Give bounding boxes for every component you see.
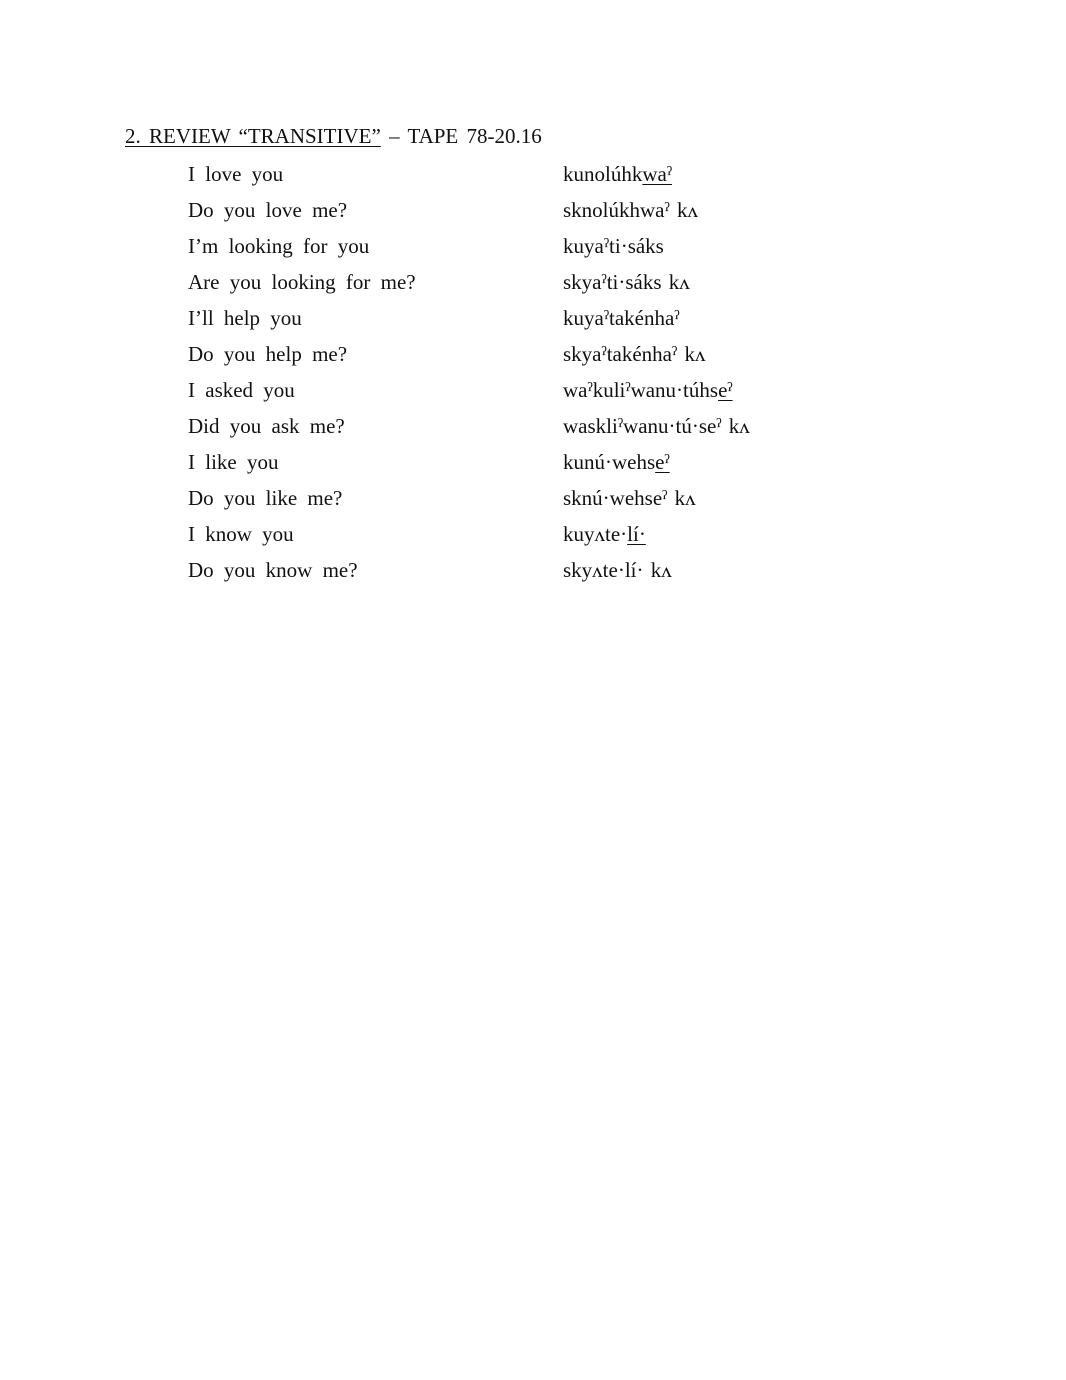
vocabulary-row <box>188 484 888 520</box>
vocabulary-row <box>188 520 888 556</box>
oneida-phrase: sknolúkhwaˀ kʌ <box>563 198 698 222</box>
english-phrase: Are you looking for me? <box>188 270 416 294</box>
english-phrase: Do you help me? <box>188 342 348 366</box>
english-phrase: I love you <box>188 162 284 186</box>
vocabulary-row <box>188 340 888 376</box>
oneida-phrase: kunolúhkwaˀ <box>563 162 673 186</box>
english-phrase: I like you <box>188 450 279 474</box>
english-phrase: I’ll help you <box>188 306 302 330</box>
english-phrase: Do you know me? <box>188 558 358 582</box>
tape-reference: TAPE 78-20.16 <box>407 124 542 148</box>
vocabulary-row <box>188 376 888 412</box>
english-phrase: Did you ask me? <box>188 414 345 438</box>
english-phrase: I asked you <box>188 378 295 402</box>
english-phrase: I’m looking for you <box>188 234 370 258</box>
oneida-phrase: kuyaˀti·sáks <box>563 234 664 258</box>
heading-separator: – <box>380 124 408 148</box>
english-phrase: Do you love me? <box>188 198 348 222</box>
oneida-phrase: skyaˀti·sáks kʌ <box>563 270 690 294</box>
section-heading <box>125 124 542 149</box>
oneida-phrase: waˀkuliˀwanu·túhseˀ <box>563 378 733 402</box>
oneida-phrase: kuyʌte·lí· <box>563 522 646 546</box>
vocabulary-row <box>188 304 888 340</box>
vocabulary-row <box>188 412 888 448</box>
section-title: 2. REVIEW “TRANSITIVE” <box>125 124 381 148</box>
vocabulary-row <box>188 268 888 304</box>
vocabulary-row <box>188 448 888 484</box>
oneida-phrase: kuyaˀtakénhaˀ <box>563 306 680 330</box>
oneida-phrase: kunú·wehseˀ <box>563 450 670 474</box>
oneida-phrase: skyʌte·lí· kʌ <box>563 558 672 582</box>
vocabulary-row <box>188 160 888 196</box>
english-phrase: I know you <box>188 522 294 546</box>
vocabulary-row <box>188 556 888 592</box>
oneida-phrase: waskliˀwanu·tú·seˀ kʌ <box>563 414 750 438</box>
english-phrase: Do you like me? <box>188 486 343 510</box>
vocabulary-row <box>188 232 888 268</box>
oneida-phrase: sknú·wehseˀ kʌ <box>563 486 696 510</box>
vocabulary-row <box>188 196 888 232</box>
vocabulary-list <box>188 160 888 592</box>
oneida-phrase: skyaˀtakénhaˀ kʌ <box>563 342 706 366</box>
